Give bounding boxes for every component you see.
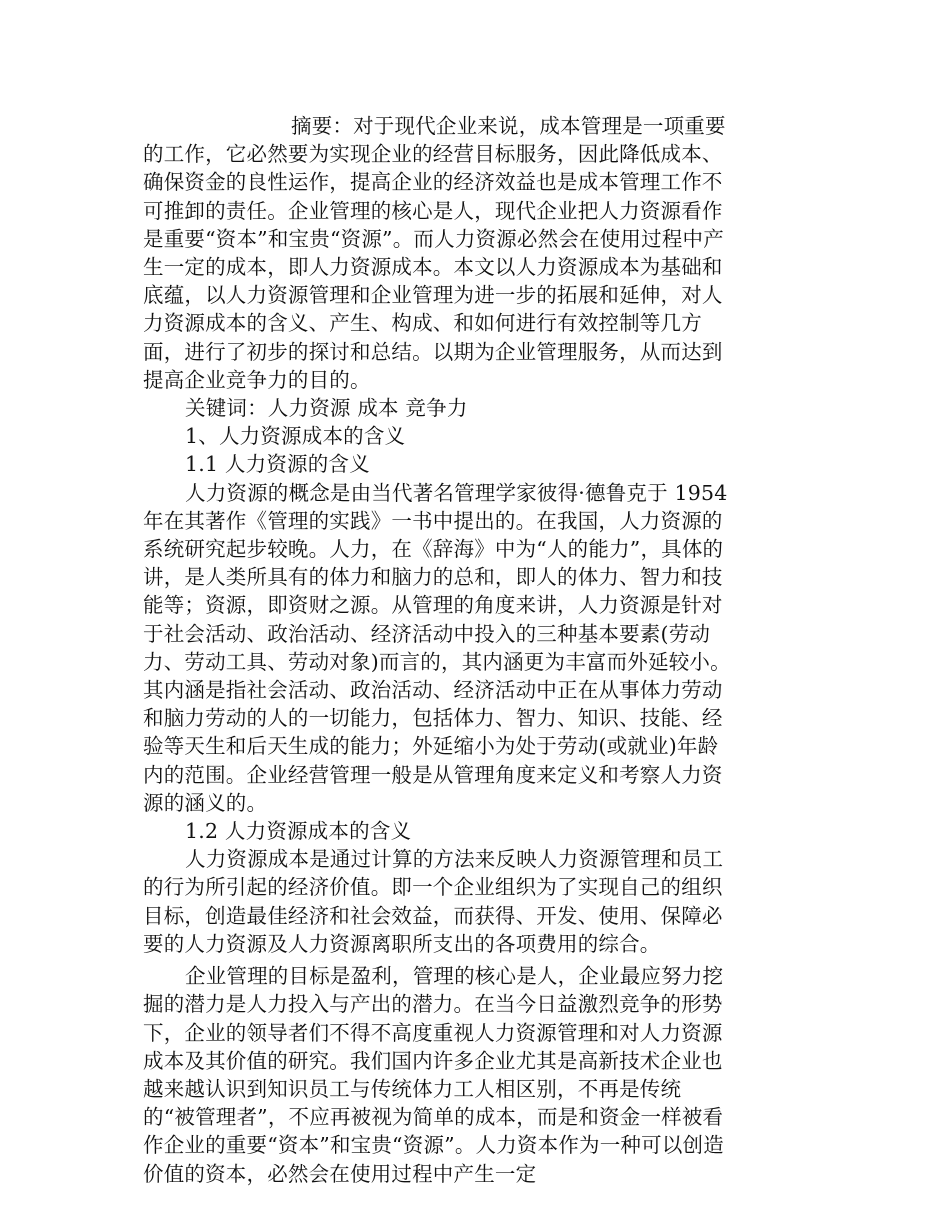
section-1-2-paragraph: 人力资源成本是通过计算的方法来反映人力资源管理和员工的行为所引起的经济价值。即一个企业组织为了实现自己的组织目标，创造最佳经济和社会效益，而获得、开发、使用、保障必要的人力资源及人力资源离职所支出的各项费用的综合。 — [143, 847, 724, 956]
abstract-paragraph: 摘要：对于现代企业来说，成本管理是一项重要的工作，它必然要为实现企业的经营目标服务，因此降低成本、确保资金的良性运作，提高企业的经济效益也是成本管理工作不可推卸的责任。企业管理的核心是人，现代企业把人力资源看作是重要“资本”和宝贵“资源”。而人力资源必然会在使用过程中产生一定的成本，即人力资源成本。本文以人力资源成本为基础和底蕴，以人力资源管理和企业管理为进一步的拓展和延伸，对人力资源成本的含义、产生、构成、和如何进行有效控制等几方面，进行了初步的探讨和总结。以期为企业管理服务，从而达到提高企业竞争力的目的。 — [143, 114, 726, 392]
section-heading-1-2: 1.2 人力资源成本的含义 — [185, 819, 412, 844]
document-body — [143, 112, 731, 1188]
section-heading-1: 1、人力资源成本的含义 — [185, 424, 406, 449]
section-1-2-paragraph-2: 企业管理的目标是盈利，管理的核心是人，企业最应努力挖掘的潜力是人力投入与产出的潜力。在当今日益激烈竞争的形势下，企业的领导者们不得不高度重视人力资源管理和对人力资源成本及其价值的研究。我们国内许多企业尤其是高新技术企业也越来越认识到知识员工与传统体力工人相区别，不再是传统的“被管理者”，不应再被视为简单的成本，而是和资金一样被看作企业的重要“资本”和宝贵“资源”。人力资本作为一种可以创造价值的资本，必然会在使用过程中产生一定 — [143, 964, 724, 1186]
section-heading-1-1: 1.1 人力资源的含义 — [185, 452, 370, 477]
keywords-line: 关键词：人力资源 成本 竞争力 — [185, 396, 468, 421]
section-1-1-paragraph: 人力资源的概念是由当代著名管理学家彼得·德鲁克于 1954 年在其著作《管理的实践》一书中提出的。在我国，人力资源的系统研究起步较晚。人力，在《辞海》中为“人的能力”，具体的讲，是人类所具有的体力和脑力的总和，即人的体力、智力和技能等；资源，即资财之源。从管理的角度来讲，人力资源是针对于社会活动、政治活动、经济活动中投入的三种基本要素(劳动力、劳动工具、劳动对象)而言的，其内涵更为丰富而外延较小。其内涵是指社会活动、政治活动、经济活动中正在从事体力劳动和脑力劳动的人的一切能力，包括体力、智力、知识、技能、经验等天生和后天生成的能力；外延缩小为处于劳动(或就业)年龄内的范围。企业经营管理一般是从管理角度来定义和考察人力资源的涵义的。 — [143, 480, 731, 815]
